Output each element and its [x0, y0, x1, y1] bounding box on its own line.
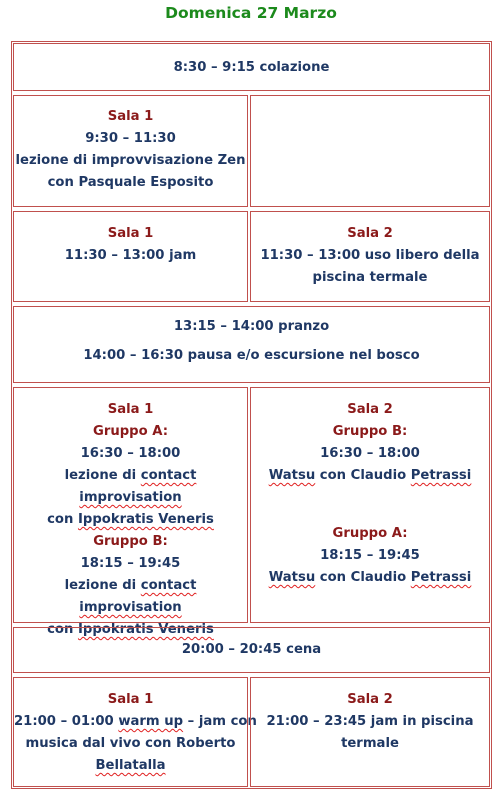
activity-prefix: lezione di: [64, 578, 141, 593]
activity-text: 21:00 – 23:45 jam in piscina: [266, 714, 474, 729]
cell-sala1-jam: [13, 211, 248, 302]
table-row: [12, 624, 491, 674]
teacher-text: [14, 509, 247, 531]
cell-sala1-zen: [13, 95, 248, 207]
activity-text: [251, 567, 489, 589]
teacher-name: Ippokratis Veneris: [77, 512, 214, 527]
sala-label: Sala 2: [347, 692, 393, 707]
activity-name: Watsu: [268, 570, 316, 585]
sala-label: Sala 2: [347, 226, 393, 241]
group-label: Gruppo B:: [332, 424, 408, 439]
teacher-name: Petrassi: [410, 468, 472, 483]
table-row: [12, 208, 491, 303]
sala-label: Sala 2: [347, 402, 393, 417]
schedule-table: [11, 41, 492, 789]
activity-text: [14, 465, 247, 509]
activity-text: lezione di improvvisazione Zen: [15, 153, 246, 168]
table-row: [12, 674, 491, 788]
teacher-prefix: con Claudio: [315, 570, 411, 585]
activity-text: [14, 711, 257, 733]
time-label: 18:15 – 19:45: [80, 556, 181, 571]
cell-empty: [250, 95, 490, 207]
teacher-name: Petrassi: [410, 570, 472, 585]
cell-text: 14:00 – 16:30 pausa e/o escursione nel bosco: [83, 348, 420, 363]
cell-pranzo: [13, 306, 490, 383]
cell-sala1-warmup: [13, 677, 257, 787]
teacher-name: Ippokratis Veneris: [77, 622, 214, 637]
cell-colazione: [13, 43, 490, 91]
teacher-prefix: con: [47, 622, 78, 637]
sala-label: Sala 1: [107, 692, 154, 707]
cell-text: 13:15 – 14:00 pranzo: [173, 319, 330, 334]
group-label: Gruppo B:: [93, 534, 168, 549]
teacher-text: con Pasquale Esposito: [47, 175, 214, 190]
sala-label: Sala 1: [107, 402, 154, 417]
time-label: 16:30 – 18:00: [80, 446, 181, 461]
activity-text: musica dal vivo con Roberto: [25, 736, 236, 751]
time-label: 18:15 – 19:45: [320, 548, 420, 563]
activity-prefix: lezione di: [64, 468, 141, 483]
cell-sala2-jam-piscina: [250, 677, 490, 787]
cell-sala2-piscina: [250, 211, 490, 302]
group-label: Gruppo A:: [332, 526, 408, 541]
activity-text: 11:30 – 13:00 jam: [64, 248, 197, 263]
activity-name: Watsu: [268, 468, 316, 483]
teacher-prefix: con: [47, 512, 78, 527]
cell-sala1-contact: [13, 387, 248, 637]
activity-suffix: – jam con: [183, 714, 257, 729]
group-label: Gruppo A:: [93, 424, 168, 439]
teacher-name: Bellatalla: [95, 758, 166, 773]
activity-text: termale: [341, 736, 399, 751]
activity-text: piscina termale: [312, 270, 428, 285]
cell-cena: [13, 627, 490, 673]
cell-text: 8:30 – 9:15 colazione: [173, 60, 330, 75]
table-row: [12, 384, 491, 637]
table-row: [12, 92, 491, 208]
cell-text: 20:00 – 20:45 cena: [181, 642, 322, 657]
activity-name: contact improvisation: [79, 578, 197, 615]
sala-label: Sala 1: [107, 109, 154, 124]
activity-text: [251, 465, 489, 487]
time-prefix: 21:00 – 01:00: [14, 714, 119, 729]
activity-name: contact improvisation: [79, 468, 197, 505]
table-row: [12, 303, 491, 384]
cell-sala2-watsu: [250, 387, 490, 623]
time-label: 16:30 – 18:00: [320, 446, 420, 461]
activity-text: [14, 575, 247, 619]
table-row: [12, 42, 491, 92]
page-title: Domenica 27 Marzo: [165, 4, 337, 22]
warmup-text: warm up: [118, 714, 184, 729]
activity-text: 11:30 – 13:00 uso libero della: [260, 248, 480, 263]
time-label: 9:30 – 11:30: [85, 131, 176, 146]
teacher-prefix: con Claudio: [315, 468, 411, 483]
sala-label: Sala 1: [107, 226, 154, 241]
